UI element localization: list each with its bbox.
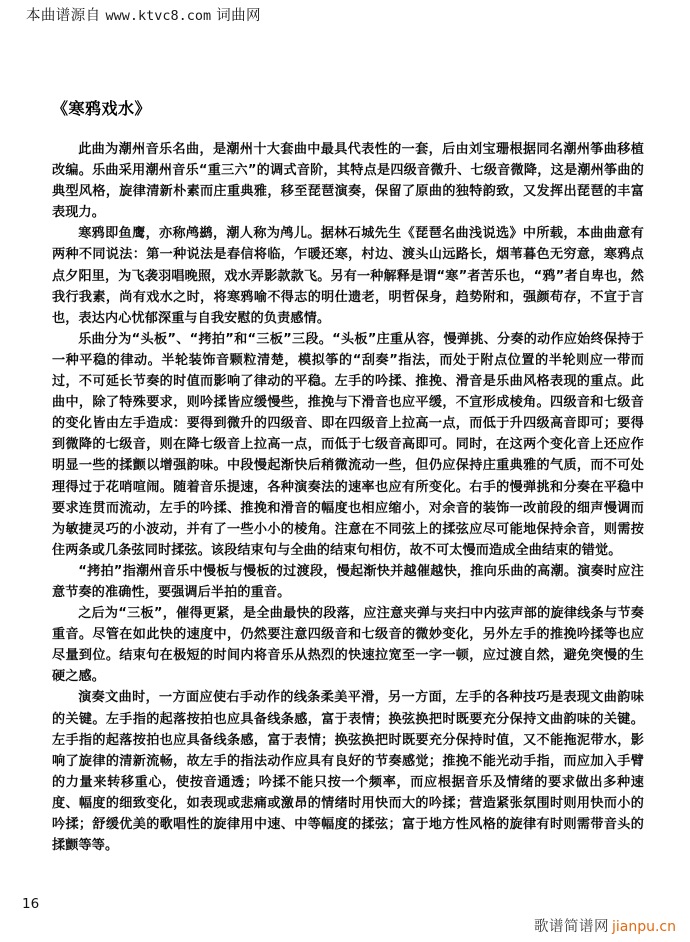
paragraph-4: “拷拍”指潮州音乐中慢板与慢板的过渡段，慢起渐快并越催越快，推向乐曲的高潮。演奏时应注意节奏的准确性，要强调后半拍的重音。 (52, 563, 644, 600)
paragraph-6: 演奏文曲时，一方面应使右手动作的线条柔美平滑，另一方面，左手的各种技巧是表现文曲韵味的关键。左手指的起落按拍也应具备线条感，富于表情；换弦换把时既要充分保持文曲韵味的关键。左手指的起落按拍也应具备线条感，富于表情；换弦换把时既要充分保持时值，又不能拖泥带水，影响了旋律的清新流畅，故左手的指法动作应具有良好的节奏感觉；推挽不能光动手指，而应加入手臂的力量来转移重心，使按音通透；吟揉不能只按一个频率，而应根据音乐及情绪的要求做出多种速度、幅度的细致变化，如表现或悲痛或激昂的情绪时用快而大的吟揉；营造紧张氛围时则用快而小的吟揉；舒缓优美的歌唱性的旋律用中速、中等幅度的揉弦；富于地方性风格的旋律有时则需带音头的揉颤等等。 (52, 690, 644, 854)
page-title: 《寒鸦戏水》 (52, 99, 152, 118)
top-watermark-prefix: 本曲谱源自 (26, 8, 101, 24)
top-watermark-suffix: 词曲网 (216, 8, 261, 24)
bottom-watermark-name: 歌谱简谱网 (533, 919, 609, 935)
paragraph-5: 之后为“三板”，催得更紧，是全曲最快的段落，应注意夹弹与夹扫中内弦声部的旋律线条与节奏重音。尽管在如此快的速度中，仍然要注意四级音和七级音的微妙变化，另外左手的推挽吟揉等也应尽量到位。结束句在极短的时间内将音乐从热烈的快速拉宽至一字一顿，应过渡自然，避免突慢的生硬之感。 (52, 606, 644, 685)
bottom-watermark-site: jianpu.cn (611, 919, 676, 935)
page-number: 16 (22, 896, 40, 912)
paragraph-2: 寒鸦即鱼鹰，亦称鸬鹚，潮人称为鸬儿。据林石城先生《琵琶名曲浅说选》中所载，本曲曲意有两种不同说法：第一种说法是春信将临，乍暖还寒，村边、渡头山远路长，烟苇暮色无穷意，寒鸦点点夕阳里，为飞袭羽唱晚照，戏水弄影款款飞。另有一种解释是谓“寒”者苦乐也，“鸦”者自卑也，然我行我素，尚有戏水之时，将寒鸦喻不得志的明仕遗老，明哲保身，趋势附和，强颜苟存，不宣于言也，表达内心忧郁深重与自我安慰的负责感情。 (52, 226, 644, 326)
bottom-watermark (534, 915, 676, 936)
top-watermark-url: www.ktvc8.com (105, 8, 212, 24)
paragraph-3: 乐曲分为“头板”、“拷拍”和“三板”三段。“头板”庄重从容，慢弹挑、分奏的动作应始终保持于一种平稳的律动。半轮装饰音颗粒清楚，模拟筝的“刮奏”指法，而处于附点位置的半轮则应一带而过，不可延长节奏的时值而影响了律动的平稳。左手的吟揉、推挽、滑音是乐曲风格表现的重点。此曲中，除了特殊要求，则吟揉皆应缓慢些，推挽与下滑音也应平缓，不宣形成棱角。四级音和七级音的变化皆由左手造成：要得到微升的四级音、即在四级音上拉高一点，而低于升四级高音即可；要得到微降的七级音，则在降七级音上拉高一点，而低于七级音高即可。同时，在这两个变化音上还应作明显一些的揉颤以增强韵味。中段慢起渐快后稍微流动一些，但仍应保持庄重典雅的气质，而不可处理得过于花哨喧闹。随着音乐提速，各种演奏法的速率也应有所变化。右手的慢弹挑和分奏在平稳中要求连贯而流动，左手的吟揉、推挽和滑音的幅度也相应缩小，对余音的装饰一改前段的细声慢调而为敏捷灵巧的小波动，并有了一些小小的棱角。注意在不同弦上的揉弦应尽可能地保持余音，则需按住两条或几条弦同时揉弦。该段结束句与全曲的结束句相仿，故不可太慢而造成全曲结束的错觉。 (52, 331, 644, 558)
top-watermark (26, 4, 261, 25)
article-body (52, 96, 644, 856)
paragraph-1: 此曲为潮州音乐名曲，是潮州十大套曲中最具代表性的一套，后由刘宝珊根据同名潮州筝曲移植改编。乐曲采用潮州音乐“重三六”的调式音阶，其特点是四级音微升、七级音微降，这是潮州筝曲的典型风格，旋律清新朴素而庄重典雅，移至琵琶演奏，保留了原曲的独特韵致，又发挥出琵琶的丰富表现力。 (52, 142, 644, 221)
